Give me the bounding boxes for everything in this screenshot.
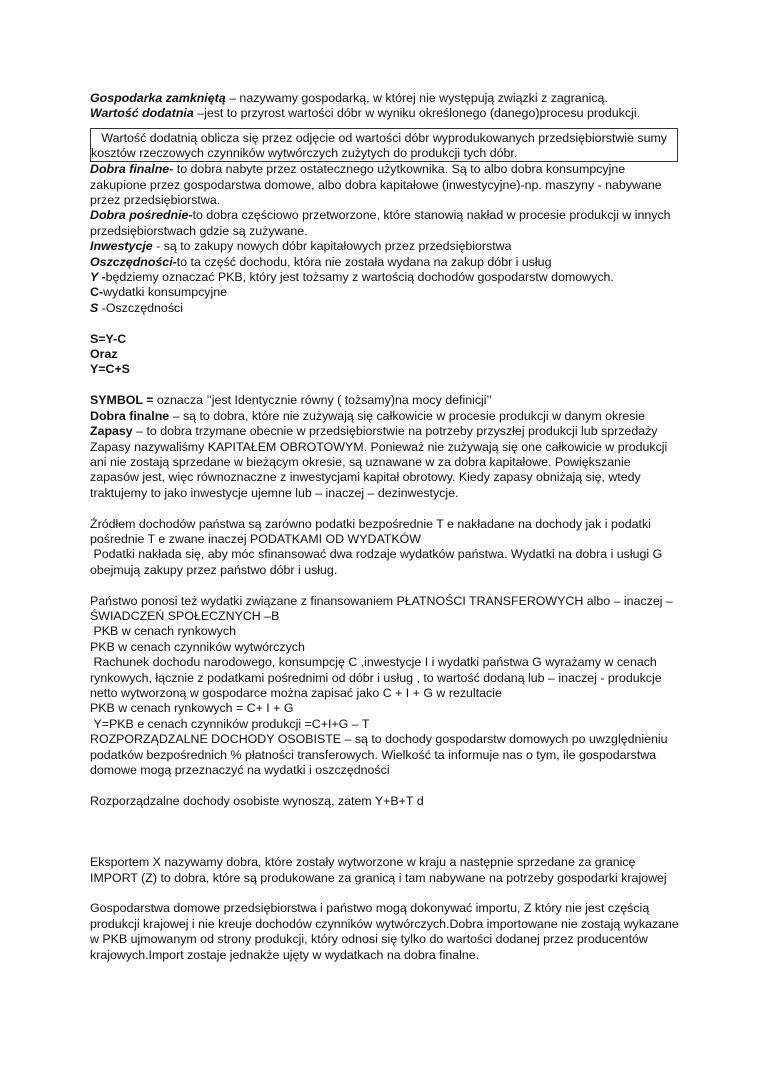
term: SYMBOL =: [90, 393, 154, 408]
definition-text: -Oszczędności: [98, 300, 183, 315]
spacer: [90, 809, 680, 855]
definition-text: oznacza ’’jest Identycznie równy ( tożsamy)na mocy definicji’’: [153, 393, 492, 408]
equation-s: [90, 332, 680, 347]
paragraph-transfers: Państwo ponosi też wydatki związane z finansowaniem PŁATNOŚCI TRANSFEROWYCH albo – inaczej – ŚWIADCZEŃ SPOŁECZNYCH –B: [90, 593, 673, 623]
line-disposable-income-formula: Rozporządzalne dochody osobiste wynoszą, zatem Y+B+T d: [90, 793, 424, 808]
term: Inwestycje: [90, 239, 153, 254]
spacer: [90, 378, 680, 393]
definition-closed-economy: [90, 91, 680, 106]
paragraph-working-capital: Zapasy nazywaliśmy KAPITAŁEM OBROTOWYM. Ponieważ nie zużywają się one całkowicie w produkcji ani nie zostają sprzedane w bieżącym okresie, są uznawane w za dobra kapitałowe. Powiększanie zapasów jest, więc równoznaczne z inwestycjami kapitał obrotowy. Kiedy zapasy obniżają się, wtedy traktujemy to jako inwestycje ujemne lub – inaczej – dezinwestycje.: [90, 439, 668, 500]
spacer: [90, 886, 680, 901]
definition-symbol: [90, 393, 680, 408]
definition-investment: [90, 239, 680, 254]
definition-text: - są to zakupy nowych dóbr kapitałowych przez przedsiębiorstwa: [152, 239, 512, 254]
definition-final-goods-2: [90, 409, 680, 424]
definition-text: to dobra częściowo przetworzone, które stanowią nakład w procesie produkcji w innych przedsiębiorstwach gdzie są zużywane.: [90, 208, 671, 238]
equation-connector: [90, 347, 680, 362]
document-page: [90, 91, 680, 963]
definition-text: – są to dobra, które nie zużywają się całkowicie w procesie produkcji w danym okresie: [169, 408, 646, 423]
term: S: [90, 300, 99, 315]
definition-inventories: [90, 424, 680, 439]
definition-text: – nazywamy gospodarką, w której nie występują związki z zagranicą.: [225, 91, 608, 105]
equation-text: S=Y-C: [90, 331, 127, 346]
definition-text: – to dobra trzymane obecnie w przedsiębiorstwie na potrzeby przyszłej produkcji lub sprzedaży: [132, 424, 658, 439]
line-gdp-formula: PKB w cenach rynkowych = C+ I + G: [90, 701, 294, 716]
boxed-note-text: Wartość dodatnią oblicza się przez odjęcie od wartości dóbr wyprodukowanych przedsiębiorstwie sumy kosztów rzeczowych czynników wytwórczych zużytych do produkcji tych dóbr.: [91, 130, 671, 161]
term: Dobra finalne: [90, 408, 170, 423]
definition-text: to dobra nabyte przez ostatecznego użytkownika. Są to albo dobra konsumpcyjne zakupione przez gospodarstwa domowe, albo dobra kapitałowe (inwestycyjne)-np. maszyny - nabywane przez przedsiębiorstwa.: [90, 162, 662, 208]
term: Zapasy: [90, 424, 133, 439]
paragraph-export-import: Eksportem X nazywamy dobra, które zostały wytworzone w kraju a następnie sprzedane za granicę IMPORT (Z) to dobra, które są produkowane za granicą i tam nabywane na potrzeby gospodarki krajowej: [90, 855, 667, 885]
spacer: [90, 778, 680, 793]
spacer: [90, 316, 680, 331]
spacer: [90, 578, 680, 593]
definition-intermediate-goods: [90, 208, 680, 239]
paragraph-taxes: Podatki nakłada się, aby móc sfinansować dwa rodzaje wydatków państwa. Wydatki na dobra i usługi G obejmują zakupy przez państwo dóbr i usług.: [90, 547, 666, 577]
term: Dobra pośrednie-: [90, 208, 193, 223]
line-gdp-market: PKB w cenach rynkowych: [90, 624, 237, 639]
spacer: [90, 501, 680, 516]
term: Wartość dodatnia: [90, 106, 194, 121]
definition-y: [90, 270, 680, 285]
term: Dobra finalne-: [90, 162, 174, 177]
boxed-note: [90, 128, 678, 162]
equation-text: Oraz: [90, 347, 118, 362]
definition-text: to ta część dochodu, która nie została wydana na zakup dóbr i usług: [176, 254, 552, 269]
term: Y -: [90, 270, 106, 285]
definition-c: [90, 285, 680, 300]
definition-text: będziemy oznaczać PKB, który jest tożsamy z wartością dochodów gospodarstw domowych.: [105, 270, 614, 285]
definition-text: wydatki konsumpcyjne: [103, 285, 228, 300]
definition-savings: [90, 255, 680, 270]
equation-text: Y=C+S: [90, 362, 130, 377]
term: C-: [90, 285, 104, 300]
paragraph-disposable-income: ROZPORZĄDZALNE DOCHODY OSOBISTE – są to dochody gospodarstw domowych po uwzględnieniu podatków bezpośrednich % płatności transferowych. Wielkość ta informuje nas o tym, ile gospodarstwa domowe mogą przeznaczyć na wydatki i oszczędności: [90, 732, 668, 777]
paragraph-state-income: Źródłem dochodów państwa są zarówno podatki bezpośrednie T e nakładane na dochody jak i podatki pośrednie T e zwane inaczej PODATKAMI OD WYDATKÓW: [90, 516, 651, 546]
definition-text: –jest to przyrost wartości dóbr w wyniku określonego (danego)procesu produkcji.: [193, 106, 641, 121]
definition-s: [90, 301, 680, 316]
line-y-formula: Y=PKB e cenach czynników produkcji =C+I+G – T: [90, 716, 370, 731]
term: Oszczędności-: [90, 254, 177, 269]
definition-final-goods: [90, 162, 680, 208]
line-gdp-factor: PKB w cenach czynników wytwórczych: [90, 639, 305, 654]
definition-value-added: [90, 106, 680, 121]
paragraph-national-accounts: Rachunek dochodu narodowego, konsumpcję C ,inwestycje I i wydatki państwa G wyrażamy w cenach rynkowych, łącznie z podatkami pośrednimi od dóbr i usług , to wartość dodaną lub – inaczej - produkcje netto wytworzoną w gospodarce można zapisać jako C + I + G w rezultacie: [90, 655, 666, 700]
paragraph-import-details: Gospodarstwa domowe przedsiębiorstwa i państwo mogą dokonywać importu, Z który nie jest częścią produkcji krajowej i nie kreuje dochodów czynników wytwórczych.Dobra importowane nie zostają wykazane w PKB ujmowanym od strony produkcji, który odnosi się tylko do wartości dodanej przez producentów krajowych.Import zostaje jednakże ujęty w wydatkach na dobra finalne.: [90, 901, 679, 962]
term: Gospodarka zamkniętą: [90, 91, 226, 105]
equation-y: [90, 362, 680, 377]
